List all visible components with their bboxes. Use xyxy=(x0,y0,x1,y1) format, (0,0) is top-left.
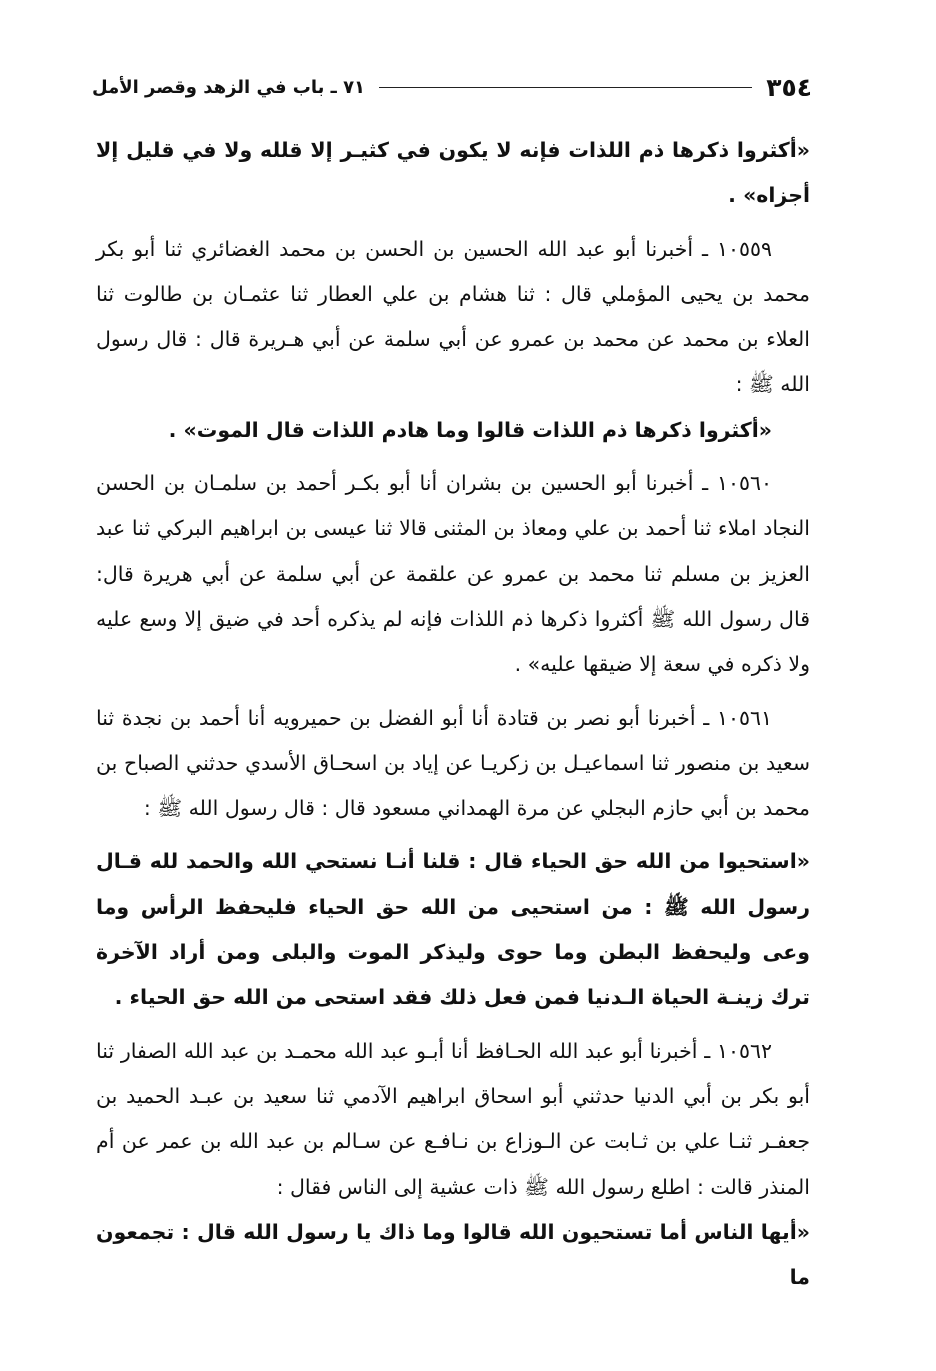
running-header xyxy=(92,70,812,104)
page-number: ٣٥٤ xyxy=(766,72,812,102)
hadith-text: «أيها الناس أما تستحيون الله قالوا وما ذاك يا رسول الله قال : تجمعون ما xyxy=(96,1219,810,1290)
chapter-title: ٧١ ـ باب في الزهد وقصر الأمل xyxy=(92,76,366,98)
page-body xyxy=(96,128,810,1300)
hadith-text: «استحيوا من الله حق الحياء قال : قلنا أنـا نستحي الله والحمد لله قـال رسول الله ﷺ : من استحيى من الله حق الحياء فليحفظ الرأس وما وعى وليحفظ البطن وما حوى وليذكر الموت والبلى ومن أراد الآخرة ترك زينـة الحياة الـدنيا فمن فعل ذلك فقد استحى من الله حق الحياء . xyxy=(96,849,810,1010)
hadith-isnad-10559: ١٠٥٥٩ ـ أخبرنا أبو عبد الله الحسين بن الحسن بن محمد الغضائري ثنا أبو بكر محمد بن يحيى المؤملي قال : ثنا هشام بن علي العطار ثنا عثمـان بن طالوت ثنا العلاء بن محمد عن محمد بن عمرو عن أبي سلمة عن أبي هـريرة قال : قال رسول الله ﷺ : xyxy=(96,236,810,397)
hadith-isnad-10562: ١٠٥٦٢ ـ أخبرنا أبو عبد الله الحـافظ أنا أبـو عبد الله محمـد بن عبد الله الصفار ثنا أبو بكر بن أبي الدنيا حدثني أبو اسحاق ابراهيم الآدمي ثنا سعيد بن عبـد الحميد بن جعفـر ثنـا علي بن ثـابت عن الـوزاع بن نـافـع عن سـالم بن عبد الله بن عمر عن أم المنذر قالت : اطلع رسول الله ﷺ ذات عشية إلى الناس فقال : xyxy=(96,1038,810,1199)
hadith-isnad-10561: ١٠٥٦١ ـ أخبرنا أبو نصر بن قتادة أنا أبو الفضل بن حميرويه أنا أحمد بن نجدة ثنا سعيد بن منصور ثنا اسماعيـل بن زكريـا عن إياد بن اسحـاق الأسدي حدثني الصباح بن محمد بن أبي حازم البجلي عن مرة الهمداني مسعود قال : قال رسول الله ﷺ : xyxy=(96,705,810,821)
hadith-isnad-10560: ١٠٥٦٠ ـ أخبرنا أبو الحسين بن بشران أنا أبو بكـر أحمد بن سلمـان بن الحسن النجاد املاء ثنا أحمد بن علي ومعاذ بن المثنى قالا ثنا عيسى بن ابراهيم البركي ثنا عبد العزيز بن مسلم ثنا محمد بن عمرو عن علقمة عن أبي سلمة عن أبي هريرة قال: قال رسول الله ﷺ أكثروا ذكرها ذم اللذات فإنه لم يذكره أحد في ضيق إلا وسع عليه ولا ذكره في سعة إلا ضيقها عليه» . xyxy=(96,471,810,677)
header-rule xyxy=(379,87,752,88)
hadith-text: «أكثروا ذكرها ذم اللذات فإنه لا يكون في كثيـر إلا قلله ولا في قليل إلا أجزاه» . xyxy=(96,138,810,208)
hadith-text: «أكثروا ذكرها ذم اللذات قالوا وما هادم اللذات قال الموت» . xyxy=(168,417,772,442)
